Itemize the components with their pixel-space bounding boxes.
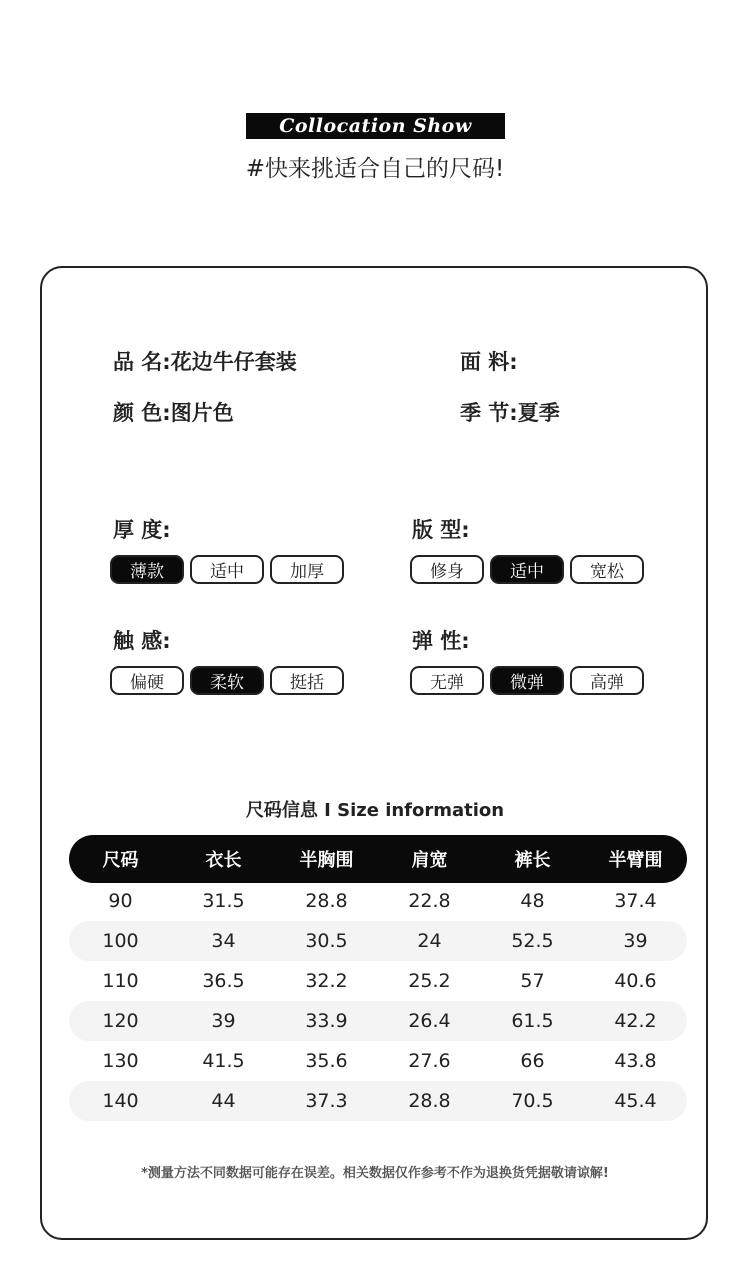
cell-half-arm: 42.2 <box>614 1010 657 1032</box>
cell-size: 100 <box>102 930 139 952</box>
fit-option-regular: 适中 <box>490 555 564 584</box>
elasticity-option-slight: 微弹 <box>490 666 564 695</box>
cell-shoulder: 25.2 <box>408 970 451 992</box>
cell-top-length: 39 <box>211 1010 236 1032</box>
fit-label: 版 型: <box>412 518 470 542</box>
fabric-label: 面 料: <box>460 350 518 374</box>
table-row <box>69 961 687 1001</box>
product-name-field <box>113 346 297 376</box>
color-field <box>113 397 234 427</box>
table-row <box>69 921 687 961</box>
header-half-arm: 半臂围 <box>608 850 663 871</box>
cell-half-chest: 30.5 <box>305 930 348 952</box>
header-pants-length: 裤长 <box>514 850 551 871</box>
cell-half-chest: 32.2 <box>305 970 348 992</box>
cell-top-length: 44 <box>211 1090 236 1112</box>
cell-pants-length: 61.5 <box>511 1010 554 1032</box>
touch-option-soft: 柔软 <box>190 666 264 695</box>
product-name-value: 花边牛仔套装 <box>170 350 297 374</box>
cell-size: 120 <box>102 1010 139 1032</box>
thickness-option-thick: 加厚 <box>270 555 344 584</box>
season-value: 夏季 <box>517 401 560 425</box>
touch-options <box>110 666 344 695</box>
elasticity-option-high: 高弹 <box>570 666 644 695</box>
measurement-note: *测量方法不同数据可能存在误差。相关数据仅作参考不作为退换货凭据敬请谅解! <box>141 1166 609 1181</box>
cell-half-chest: 35.6 <box>305 1050 348 1072</box>
elasticity-label: 弹 性: <box>412 629 470 653</box>
cell-pants-length: 57 <box>520 970 545 992</box>
cell-half-arm: 43.8 <box>614 1050 657 1072</box>
cell-shoulder: 28.8 <box>408 1090 451 1112</box>
cell-shoulder: 26.4 <box>408 1010 451 1032</box>
cell-size: 140 <box>102 1090 139 1112</box>
fit-option-slim: 修身 <box>410 555 484 584</box>
product-name-label: 品 名: <box>113 350 171 374</box>
cell-top-length: 36.5 <box>202 970 245 992</box>
header-half-chest: 半胸围 <box>299 850 354 871</box>
cell-size: 90 <box>108 890 133 912</box>
fit-option-loose: 宽松 <box>570 555 644 584</box>
header-size: 尺码 <box>102 850 139 871</box>
thickness-option-thin: 薄款 <box>110 555 184 584</box>
cell-shoulder: 24 <box>417 930 442 952</box>
color-label: 颜 色: <box>113 401 171 425</box>
header-top-length: 衣长 <box>205 850 242 871</box>
touch-option-crisp: 挺括 <box>270 666 344 695</box>
color-value: 图片色 <box>170 401 234 425</box>
cell-half-arm: 39 <box>623 930 648 952</box>
page-subtitle: #快来挑适合自己的尺码! <box>245 156 505 182</box>
table-row <box>69 1081 687 1121</box>
cell-half-chest: 28.8 <box>305 890 348 912</box>
cell-size: 110 <box>102 970 139 992</box>
thickness-options <box>110 555 344 584</box>
cell-pants-length: 48 <box>520 890 545 912</box>
size-table-header <box>69 835 687 883</box>
cell-half-arm: 37.4 <box>614 890 657 912</box>
table-row <box>69 881 687 921</box>
thickness-label: 厚 度: <box>113 518 171 542</box>
cell-pants-length: 52.5 <box>511 930 554 952</box>
season-label: 季 节: <box>460 401 518 425</box>
section-banner: Collocation Show <box>246 113 505 139</box>
cell-shoulder: 22.8 <box>408 890 451 912</box>
header-shoulder: 肩宽 <box>411 850 448 871</box>
cell-half-arm: 45.4 <box>614 1090 657 1112</box>
cell-half-chest: 37.3 <box>305 1090 348 1112</box>
cell-top-length: 31.5 <box>202 890 245 912</box>
cell-half-arm: 40.6 <box>614 970 657 992</box>
fabric-field <box>460 346 518 376</box>
cell-top-length: 41.5 <box>202 1050 245 1072</box>
cell-shoulder: 27.6 <box>408 1050 451 1072</box>
table-row <box>69 1001 687 1041</box>
touch-option-stiff: 偏硬 <box>110 666 184 695</box>
cell-pants-length: 70.5 <box>511 1090 554 1112</box>
cell-top-length: 34 <box>211 930 236 952</box>
size-table-title: 尺码信息 I Size information <box>245 800 505 821</box>
touch-label: 触 感: <box>113 629 171 653</box>
elasticity-options <box>410 666 644 695</box>
cell-size: 130 <box>102 1050 139 1072</box>
fit-options <box>410 555 644 584</box>
cell-pants-length: 66 <box>520 1050 545 1072</box>
elasticity-option-none: 无弹 <box>410 666 484 695</box>
season-field <box>460 397 560 427</box>
cell-half-chest: 33.9 <box>305 1010 348 1032</box>
thickness-option-medium: 适中 <box>190 555 264 584</box>
table-row <box>69 1041 687 1081</box>
